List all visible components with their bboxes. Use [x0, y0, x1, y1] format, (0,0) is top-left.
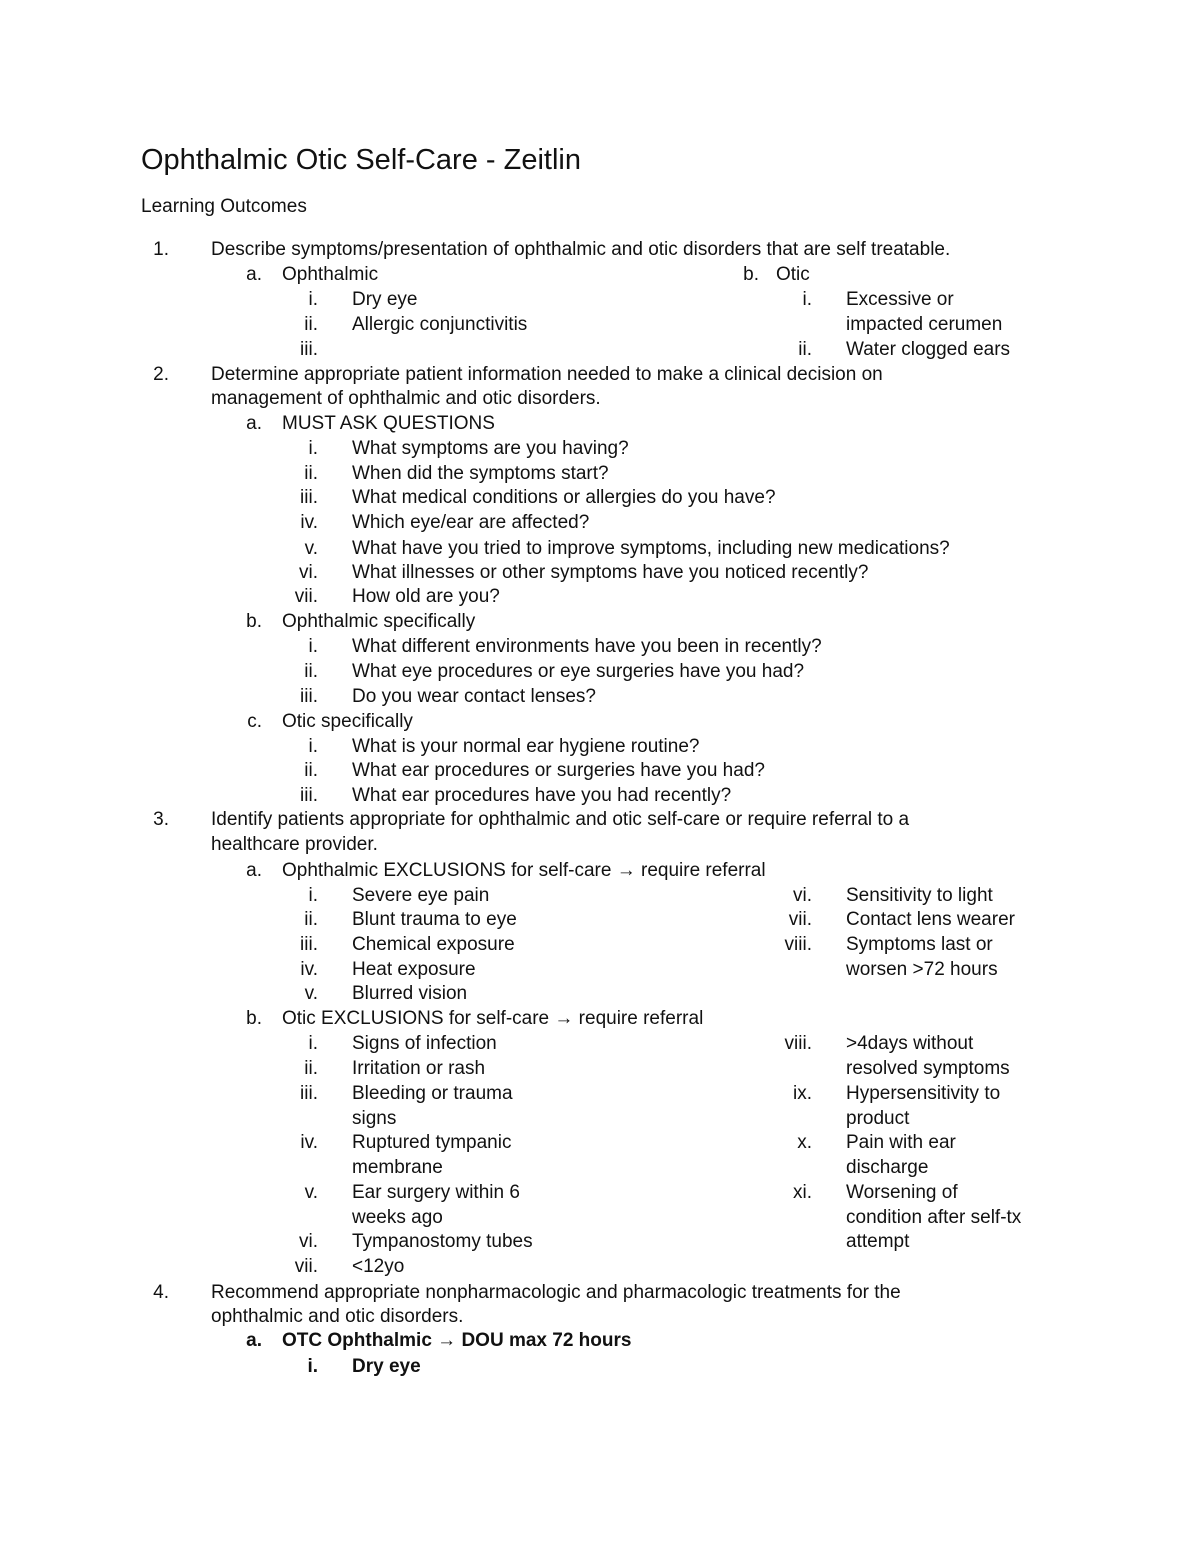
list-item-text: What have you tried to improve symptoms, including new medications? — [352, 538, 950, 559]
list-item-text: Ophthalmic — [282, 264, 379, 285]
list-item-text: attempt — [846, 1231, 910, 1252]
list-item-text: Heat exposure — [352, 959, 476, 980]
list-marker: ii. — [304, 909, 318, 930]
list-marker: b. — [743, 264, 759, 285]
list-marker: ii. — [798, 339, 812, 360]
list-marker: i. — [308, 885, 318, 906]
list-item-text: What medical conditions or allergies do you have? — [352, 487, 776, 508]
list-item-text: Severe eye pain — [352, 885, 490, 906]
list-marker: iii. — [300, 339, 318, 360]
list-marker: vii. — [788, 909, 812, 930]
list-marker: a. — [246, 1330, 262, 1351]
list-item-text: Ear surgery within 6 — [352, 1182, 520, 1203]
list-marker: b. — [246, 611, 262, 632]
list-marker: v. — [304, 983, 318, 1004]
list-marker: iii. — [300, 934, 318, 955]
list-item-text: Hypersensitivity to — [846, 1083, 1001, 1104]
list-item-text: Contact lens wearer — [846, 909, 1015, 930]
list-marker: vi. — [299, 562, 318, 583]
list-item-text: condition after self-tx — [846, 1207, 1022, 1228]
list-marker: vii. — [294, 1256, 318, 1277]
list-item-text: healthcare provider. — [211, 834, 378, 855]
list-item-text: discharge — [846, 1157, 929, 1178]
list-marker: i. — [802, 289, 812, 310]
list-marker: iii. — [300, 1083, 318, 1104]
section-heading: Learning Outcomes — [141, 196, 307, 217]
list-marker: c. — [247, 711, 262, 732]
list-marker: ii. — [304, 760, 318, 781]
list-item-text: What ear procedures have you had recently? — [352, 785, 732, 806]
list-item-text: Which eye/ear are affected? — [352, 512, 590, 533]
list-item-text: >4days without — [846, 1033, 974, 1054]
list-item-text: Ophthalmic EXCLUSIONS for self-care → require referral — [282, 860, 766, 881]
list-marker: i. — [308, 289, 318, 310]
list-item-text: What ear procedures or surgeries have you had? — [352, 760, 765, 781]
list-item-text: Allergic conjunctivitis — [352, 314, 528, 335]
list-item-text: What different environments have you been in recently? — [352, 636, 822, 657]
list-item-text: Irritation or rash — [352, 1058, 486, 1079]
list-item-text: ophthalmic and otic disorders. — [211, 1306, 464, 1327]
list-item-text: resolved symptoms — [846, 1058, 1010, 1079]
list-marker: v. — [304, 538, 318, 559]
list-marker: i. — [308, 736, 318, 757]
list-item-text: Otic specifically — [282, 711, 413, 732]
list-marker: v. — [304, 1182, 318, 1203]
list-marker: ix. — [793, 1083, 812, 1104]
list-item-text: signs — [352, 1108, 397, 1129]
list-item-text: Bleeding or trauma — [352, 1083, 513, 1104]
list-marker: viii. — [784, 934, 812, 955]
list-marker: 4. — [153, 1282, 169, 1303]
list-marker: a. — [246, 860, 262, 881]
list-marker: i. — [308, 438, 318, 459]
list-item-text: OTC Ophthalmic → DOU max 72 hours — [282, 1330, 632, 1351]
list-item-text: When did the symptoms start? — [352, 463, 609, 484]
list-item-text: Water clogged ears — [846, 339, 1011, 360]
list-item-text: Do you wear contact lenses? — [352, 686, 596, 707]
list-marker: i. — [307, 1356, 318, 1377]
list-marker: a. — [246, 264, 262, 285]
list-item-text: Signs of infection — [352, 1033, 497, 1054]
list-item-text: Identify patients appropriate for ophthalmic and otic self-care or require referral to a — [211, 809, 910, 830]
list-item-text: Ruptured tympanic — [352, 1132, 512, 1153]
list-marker: a. — [246, 413, 262, 434]
list-marker: i. — [308, 1033, 318, 1054]
list-item-text: Excessive or — [846, 289, 954, 310]
list-item-text: Determine appropriate patient information needed to make a clinical decision on — [211, 364, 883, 385]
list-item-text: Sensitivity to light — [846, 885, 993, 906]
list-item-text: What eye procedures or eye surgeries have you had? — [352, 661, 805, 682]
list-item-text: Chemical exposure — [352, 934, 515, 955]
list-item-text: <12yo — [352, 1256, 405, 1277]
list-item-text: product — [846, 1108, 910, 1129]
list-item-text: Recommend appropriate nonpharmacologic and pharmacologic treatments for the — [211, 1282, 901, 1303]
list-marker: vii. — [294, 586, 318, 607]
list-item-text: Tympanostomy tubes — [352, 1231, 533, 1252]
list-marker: b. — [246, 1008, 262, 1029]
list-item-text: Pain with ear — [846, 1132, 956, 1153]
list-item-text: MUST ASK QUESTIONS — [282, 413, 495, 434]
list-marker: 3. — [153, 809, 169, 830]
list-item-text: Describe symptoms/presentation of ophthalmic and otic disorders that are self treatable. — [211, 239, 951, 260]
list-marker: 2. — [153, 364, 169, 385]
list-item-text: management of ophthalmic and otic disorders. — [211, 388, 601, 409]
list-item-text: What is your normal ear hygiene routine? — [352, 736, 700, 757]
list-item-text: Worsening of — [846, 1182, 958, 1203]
list-marker: iii. — [300, 785, 318, 806]
list-item-text: Blunt trauma to eye — [352, 909, 517, 930]
list-marker: ii. — [304, 314, 318, 335]
list-marker: ii. — [304, 1058, 318, 1079]
list-marker: iv. — [300, 512, 318, 533]
list-marker: iii. — [300, 487, 318, 508]
list-item-text: Symptoms last or — [846, 934, 993, 955]
list-marker: 1. — [153, 239, 169, 260]
list-item-text: Ophthalmic specifically — [282, 611, 476, 632]
list-item-text: Otic EXCLUSIONS for self-care → require referral — [282, 1008, 704, 1029]
list-marker: ii. — [304, 661, 318, 682]
list-item-text: Blurred vision — [352, 983, 468, 1004]
list-item-text: membrane — [352, 1157, 443, 1178]
list-marker: x. — [797, 1132, 812, 1153]
list-item-text: Otic — [776, 264, 810, 285]
list-item-text: What illnesses or other symptoms have you noticed recently? — [352, 562, 869, 583]
list-marker: viii. — [784, 1033, 812, 1054]
list-marker: i. — [308, 636, 318, 657]
list-item-text: Dry eye — [352, 1356, 421, 1377]
list-marker: iv. — [300, 959, 318, 980]
list-item-text: What symptoms are you having? — [352, 438, 629, 459]
list-item-text: worsen >72 hours — [846, 959, 998, 980]
list-marker: xi. — [793, 1182, 812, 1203]
list-item-text: impacted cerumen — [846, 314, 1003, 335]
list-marker: iii. — [300, 686, 318, 707]
list-marker: vi. — [299, 1231, 318, 1252]
document-title: Ophthalmic Otic Self-Care - Zeitlin — [141, 144, 581, 176]
list-item-text: weeks ago — [352, 1207, 443, 1228]
list-item-text: How old are you? — [352, 586, 500, 607]
list-item-text: Dry eye — [352, 289, 418, 310]
list-marker: ii. — [304, 463, 318, 484]
list-marker: vi. — [793, 885, 812, 906]
list-marker: iv. — [300, 1132, 318, 1153]
